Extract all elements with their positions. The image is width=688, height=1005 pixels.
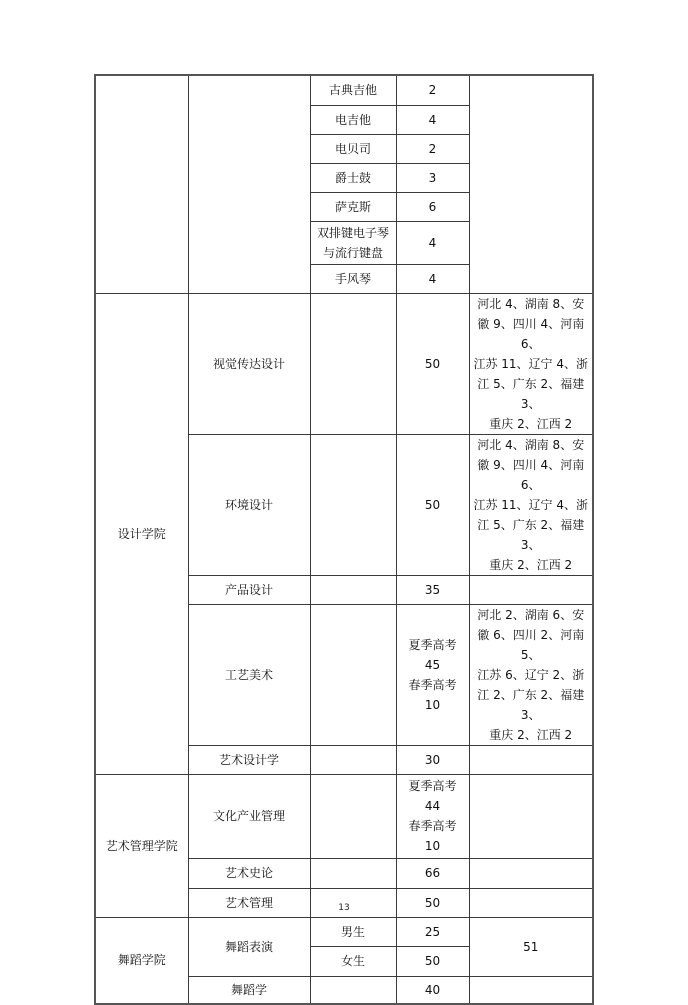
enrollment-table xyxy=(94,74,594,1005)
quota-line: 44 xyxy=(424,799,441,813)
quota-line: 10 xyxy=(424,697,441,712)
page-number: 13 xyxy=(338,903,350,913)
table-row xyxy=(95,917,593,946)
direction-cell xyxy=(310,976,396,1004)
college-name-cell: 设计学院 xyxy=(95,293,188,774)
provinces-line: 重庆 2、江西 2 xyxy=(489,416,573,431)
provinces-cell xyxy=(469,434,593,575)
quota-cell: 50 xyxy=(396,434,469,575)
provinces-line: 江 2、广东 2、福建 3、 xyxy=(477,687,585,722)
quota-cell: 50 xyxy=(396,293,469,434)
direction-cell xyxy=(310,293,396,434)
provinces-line: 徽 6、四川 2、河南 5、 xyxy=(477,627,585,662)
direction-cell: 萨克斯 xyxy=(310,192,396,221)
direction-cell: 女生 xyxy=(310,946,396,976)
provinces-cell-empty xyxy=(469,75,593,293)
major-cell: 文化产业管理 xyxy=(188,774,310,858)
provinces-cell-empty xyxy=(469,575,593,604)
quota-cell xyxy=(396,774,469,858)
quota-cell: 35 xyxy=(396,575,469,604)
major-cell: 视觉传达设计 xyxy=(188,293,310,434)
provinces-cell-empty xyxy=(469,774,593,858)
direction-cell: 男生 xyxy=(310,917,396,946)
provinces-line: 江 5、广东 2、福建 3、 xyxy=(477,517,585,552)
quota-cell: 50 xyxy=(396,888,469,917)
college-name-cell: 艺术管理学院 xyxy=(95,774,188,917)
provinces-cell-empty xyxy=(469,858,593,888)
college-name-cell: 舞蹈学院 xyxy=(95,917,188,1004)
direction-cell xyxy=(310,434,396,575)
table-row xyxy=(95,75,593,105)
major-cell: 工艺美术 xyxy=(188,604,310,745)
provinces-cell-empty xyxy=(469,745,593,774)
quota-cell: 2 xyxy=(396,75,469,105)
provinces-cell-empty xyxy=(469,976,593,1004)
quota-cell: 3 xyxy=(396,163,469,192)
provinces-line: 江苏 11、辽宁 4、浙 xyxy=(473,497,589,512)
provinces-line: 徽 9、四川 4、河南 6、 xyxy=(477,457,585,492)
provinces-line: 河北 2、湖南 6、安 xyxy=(477,607,585,622)
major-cell: 舞蹈学 xyxy=(188,976,310,1004)
provinces-cell: 51 xyxy=(469,917,593,976)
direction-cell: 古典吉他 xyxy=(310,75,396,105)
direction-cell xyxy=(310,221,396,264)
quota-cell: 4 xyxy=(396,221,469,264)
quota-cell: 30 xyxy=(396,745,469,774)
direction-cell: 电吉他 xyxy=(310,105,396,134)
major-cell-empty xyxy=(188,75,310,293)
provinces-cell xyxy=(469,604,593,745)
quota-line: 45 xyxy=(424,657,441,672)
provinces-line: 徽 9、四川 4、河南 6、 xyxy=(477,316,585,351)
provinces-line: 重庆 2、江西 2 xyxy=(489,727,573,742)
direction-cell: 爵士鼓 xyxy=(310,163,396,192)
quota-cell: 40 xyxy=(396,976,469,1004)
quota-line: 春季高考 xyxy=(408,819,457,833)
major-cell: 艺术史论 xyxy=(188,858,310,888)
provinces-line: 重庆 2、江西 2 xyxy=(489,557,573,572)
direction-line: 双排键电子琴 xyxy=(316,225,389,240)
major-cell: 艺术设计学 xyxy=(188,745,310,774)
provinces-line: 江苏 11、辽宁 4、浙 xyxy=(473,356,589,371)
direction-cell: 电贝司 xyxy=(310,134,396,163)
quota-line: 夏季高考 xyxy=(408,637,457,652)
table-row xyxy=(95,774,593,858)
quota-cell: 25 xyxy=(396,917,469,946)
table-row xyxy=(95,293,593,434)
major-cell: 艺术管理 xyxy=(188,888,310,917)
provinces-line: 江苏 6、辽宁 2、浙 xyxy=(477,667,585,682)
provinces-line: 江 5、广东 2、福建 3、 xyxy=(477,376,585,411)
college-cell-empty xyxy=(95,75,188,293)
quota-cell: 50 xyxy=(396,946,469,976)
major-cell: 环境设计 xyxy=(188,434,310,575)
major-cell: 舞蹈表演 xyxy=(188,917,310,976)
direction-cell xyxy=(310,575,396,604)
provinces-line: 河北 4、湖南 8、安 xyxy=(477,437,585,452)
direction-cell xyxy=(310,774,396,858)
quota-cell: 6 xyxy=(396,192,469,221)
direction-line: 与流行键盘 xyxy=(322,245,383,260)
quota-cell: 4 xyxy=(396,105,469,134)
direction-cell: 手风琴 xyxy=(310,264,396,293)
quota-line: 10 xyxy=(424,839,441,853)
major-cell: 产品设计 xyxy=(188,575,310,604)
quota-cell: 2 xyxy=(396,134,469,163)
quota-cell: 4 xyxy=(396,264,469,293)
quota-cell xyxy=(396,604,469,745)
quota-cell: 66 xyxy=(396,858,469,888)
direction-cell xyxy=(310,745,396,774)
direction-cell xyxy=(310,604,396,745)
quota-line: 春季高考 xyxy=(408,677,457,692)
quota-line: 夏季高考 xyxy=(408,779,457,793)
direction-cell xyxy=(310,858,396,888)
provinces-cell xyxy=(469,293,593,434)
provinces-line: 河北 4、湖南 8、安 xyxy=(477,296,585,311)
